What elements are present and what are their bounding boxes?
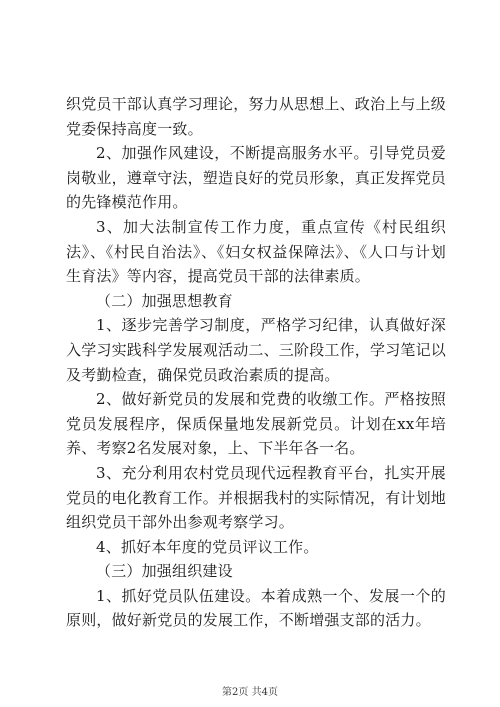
page-number-indicator: 第2页 共4页 xyxy=(222,687,278,698)
paragraph-continuation: 织党员干部认真学习理论，努力从思想上、政治上与上级党委保持高度一致。 xyxy=(66,95,447,138)
section-heading-organization: （三）加强组织建设 xyxy=(96,562,233,581)
section-heading-ideology: （二）加强思想教育 xyxy=(96,291,233,310)
paragraph-team-building: 1、抓好党员队伍建设。本着成熟一个、发展一个的原则，做好新党员的发展工作，不断增强支部的活力。 xyxy=(66,586,446,630)
paragraph-member-review: 4、抓好本年度的党员评议工作。 xyxy=(96,537,319,556)
paragraph-legal-publicity: 3、加大法制宣传工作力度，重点宣传《村民组织法》、《村民自治法》、《妇女权益保障法》、《人口与计划生育法》等内容，提高党员干部的法律素质。 xyxy=(66,217,446,286)
page-footer xyxy=(0,683,500,698)
paragraph-remote-education: 3、充分利用农村党员现代远程教育平台，扎实开展党员的电化教育工作。并根据我村的实际情况，有计划地组织党员干部外出参观考察学习。 xyxy=(66,463,447,532)
paragraph-study-system: 1、逐步完善学习制度，严格学习纪律，认真做好深入学习实践科学发展观活动二、三阶段工作，学习笔记以及考勤检查，确保党员政治素质的提高。 xyxy=(66,316,447,384)
paragraph-work-style: 2、加强作风建设，不断提高服务水平。引导党员爱岗敬业，遵章守法，塑造良好的党员形象，真正发挥党员的先锋模范作用。 xyxy=(66,144,447,212)
document-body xyxy=(66,92,446,633)
paragraph-new-members: 2、做好新党员的发展和党费的收缴工作。严格按照党员发展程序，保质保量地发展新党员。计划在xx年培养、考察2名发展对象，上、下半年各一名。 xyxy=(66,390,446,458)
